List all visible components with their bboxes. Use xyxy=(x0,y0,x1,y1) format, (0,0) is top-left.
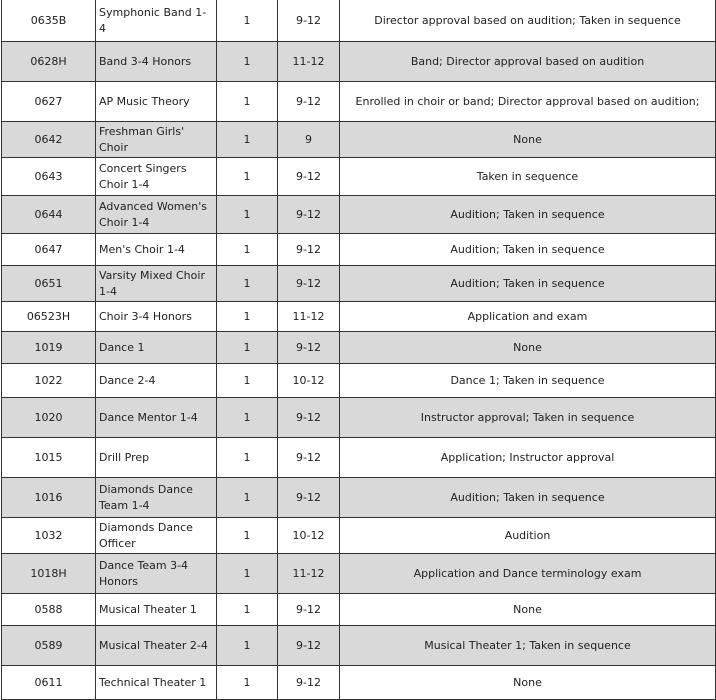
course-prerequisite: Musical Theater 1; Taken in sequence xyxy=(340,626,716,666)
course-grade: 9-12 xyxy=(278,666,340,700)
course-grade: 9 xyxy=(278,122,340,158)
table-row xyxy=(2,364,716,398)
course-code: 0588 xyxy=(2,594,96,626)
course-code: 1020 xyxy=(2,398,96,438)
course-code: 1016 xyxy=(2,478,96,518)
table-row xyxy=(2,666,716,700)
course-prerequisite: Dance 1; Taken in sequence xyxy=(340,364,716,398)
course-name: Dance 1 xyxy=(96,332,217,364)
course-credit: 1 xyxy=(217,302,278,332)
course-grade: 9-12 xyxy=(278,158,340,196)
course-prerequisite: Audition; Taken in sequence xyxy=(340,478,716,518)
course-prerequisite: Band; Director approval based on audition xyxy=(340,42,716,82)
course-credit: 1 xyxy=(217,438,278,478)
course-code: 0611 xyxy=(2,666,96,700)
course-code: 0643 xyxy=(2,158,96,196)
table-row xyxy=(2,122,716,158)
course-credit: 1 xyxy=(217,266,278,302)
table-row xyxy=(2,196,716,234)
course-prerequisite: None xyxy=(340,332,716,364)
table-row xyxy=(2,234,716,266)
course-prerequisite: Application; Instructor approval xyxy=(340,438,716,478)
course-grade: 9-12 xyxy=(278,478,340,518)
table-row xyxy=(2,626,716,666)
course-name: Symphonic Band 1-4 xyxy=(96,0,217,42)
course-name: Concert Singers Choir 1-4 xyxy=(96,158,217,196)
course-grade: 10-12 xyxy=(278,364,340,398)
course-credit: 1 xyxy=(217,554,278,594)
course-name: Diamonds Dance Officer xyxy=(96,518,217,554)
course-grade: 9-12 xyxy=(278,0,340,42)
course-credit: 1 xyxy=(217,234,278,266)
course-grade: 10-12 xyxy=(278,518,340,554)
course-credit: 1 xyxy=(217,196,278,234)
course-name: Dance Mentor 1-4 xyxy=(96,398,217,438)
table-row xyxy=(2,0,716,42)
course-name: Musical Theater 1 xyxy=(96,594,217,626)
course-credit: 1 xyxy=(217,158,278,196)
course-prerequisite: Audition xyxy=(340,518,716,554)
course-prerequisite: Audition; Taken in sequence xyxy=(340,266,716,302)
course-name: Freshman Girls' Choir xyxy=(96,122,217,158)
course-grade: 9-12 xyxy=(278,196,340,234)
course-prerequisite: Taken in sequence xyxy=(340,158,716,196)
course-grade: 9-12 xyxy=(278,82,340,122)
course-credit: 1 xyxy=(217,82,278,122)
course-credit: 1 xyxy=(217,518,278,554)
course-grade: 9-12 xyxy=(278,438,340,478)
table-row xyxy=(2,158,716,196)
table-row xyxy=(2,554,716,594)
course-code: 0628H xyxy=(2,42,96,82)
table-row xyxy=(2,302,716,332)
course-credit: 1 xyxy=(217,0,278,42)
course-grade: 11-12 xyxy=(278,42,340,82)
course-grade: 9-12 xyxy=(278,398,340,438)
course-code: 0589 xyxy=(2,626,96,666)
course-prerequisite: Application and exam xyxy=(340,302,716,332)
course-credit: 1 xyxy=(217,666,278,700)
course-name: Men's Choir 1-4 xyxy=(96,234,217,266)
course-name: Dance Team 3-4 Honors xyxy=(96,554,217,594)
course-code: 0642 xyxy=(2,122,96,158)
course-code: 1022 xyxy=(2,364,96,398)
course-credit: 1 xyxy=(217,398,278,438)
table-row xyxy=(2,398,716,438)
course-grade: 9-12 xyxy=(278,332,340,364)
course-credit: 1 xyxy=(217,594,278,626)
course-credit: 1 xyxy=(217,478,278,518)
course-name: Diamonds Dance Team 1-4 xyxy=(96,478,217,518)
table-row xyxy=(2,594,716,626)
table-row xyxy=(2,82,716,122)
course-credit: 1 xyxy=(217,122,278,158)
course-code: 0627 xyxy=(2,82,96,122)
course-prerequisite: Enrolled in choir or band; Director approval based on audition; xyxy=(340,82,716,122)
table-row xyxy=(2,266,716,302)
course-credit: 1 xyxy=(217,42,278,82)
course-code: 1015 xyxy=(2,438,96,478)
table-row xyxy=(2,332,716,364)
course-name: Technical Theater 1 xyxy=(96,666,217,700)
table-row xyxy=(2,438,716,478)
course-name: Musical Theater 2-4 xyxy=(96,626,217,666)
course-name: Advanced Women's Choir 1-4 xyxy=(96,196,217,234)
table-row xyxy=(2,42,716,82)
course-code: 06523H xyxy=(2,302,96,332)
course-name: Varsity Mixed Choir 1-4 xyxy=(96,266,217,302)
course-grade: 9-12 xyxy=(278,594,340,626)
course-grade: 9-12 xyxy=(278,626,340,666)
course-credit: 1 xyxy=(217,332,278,364)
course-grade: 11-12 xyxy=(278,554,340,594)
course-prerequisite: Audition; Taken in sequence xyxy=(340,196,716,234)
course-code: 1032 xyxy=(2,518,96,554)
course-grade: 9-12 xyxy=(278,266,340,302)
course-grade: 9-12 xyxy=(278,234,340,266)
course-prerequisite: None xyxy=(340,122,716,158)
course-code: 0651 xyxy=(2,266,96,302)
course-name: AP Music Theory xyxy=(96,82,217,122)
course-prerequisite: Application and Dance terminology exam xyxy=(340,554,716,594)
table-row xyxy=(2,478,716,518)
course-name: Dance 2-4 xyxy=(96,364,217,398)
course-prerequisite: Instructor approval; Taken in sequence xyxy=(340,398,716,438)
course-credit: 1 xyxy=(217,364,278,398)
course-prerequisite: None xyxy=(340,594,716,626)
course-name: Choir 3-4 Honors xyxy=(96,302,217,332)
course-name: Band 3-4 Honors xyxy=(96,42,217,82)
course-table xyxy=(1,0,716,700)
course-code: 0635B xyxy=(2,0,96,42)
course-name: Drill Prep xyxy=(96,438,217,478)
course-code: 1019 xyxy=(2,332,96,364)
course-prerequisite: Audition; Taken in sequence xyxy=(340,234,716,266)
course-code: 0644 xyxy=(2,196,96,234)
course-code: 1018H xyxy=(2,554,96,594)
course-prerequisite: None xyxy=(340,666,716,700)
table-row xyxy=(2,518,716,554)
course-code: 0647 xyxy=(2,234,96,266)
course-grade: 11-12 xyxy=(278,302,340,332)
course-prerequisite: Director approval based on audition; Taken in sequence xyxy=(340,0,716,42)
course-credit: 1 xyxy=(217,626,278,666)
